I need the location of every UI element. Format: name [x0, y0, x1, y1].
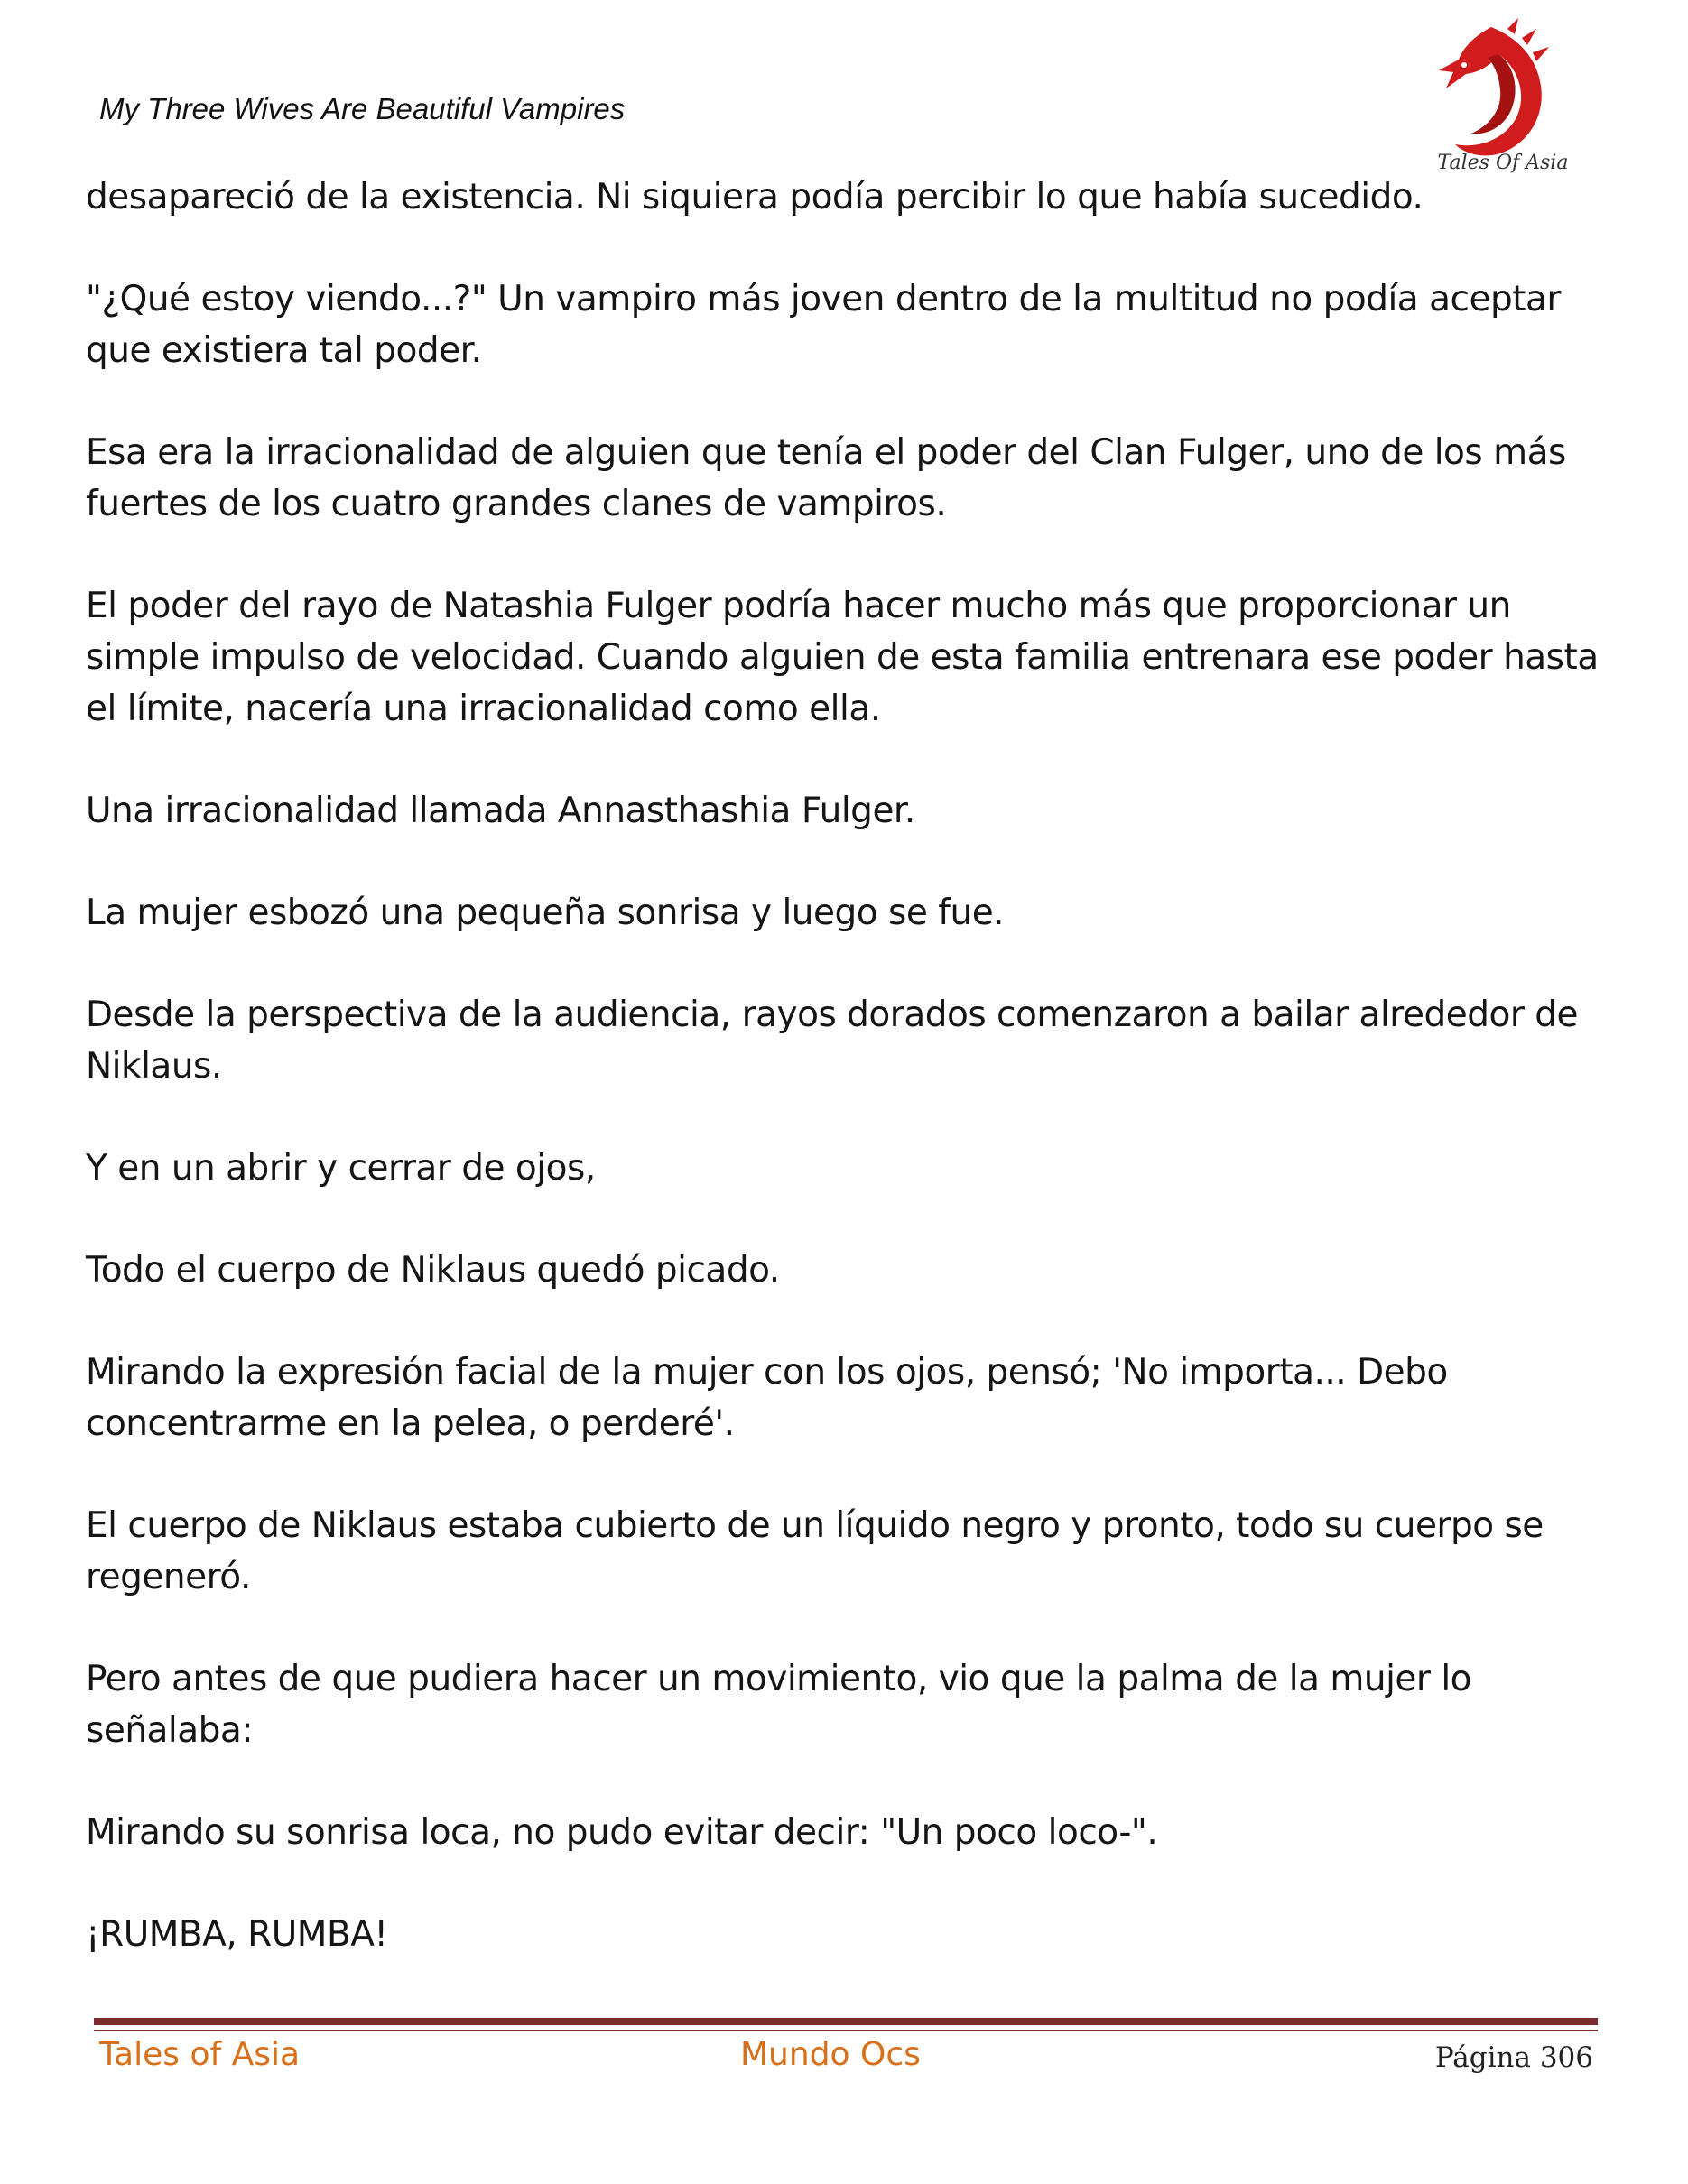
paragraph: Una irracionalidad llamada Annasthashia Fulger. [86, 791, 915, 831]
paragraph: desapareció de la existencia. Ni siquiera podía percibir lo que había sucedido. [86, 177, 1424, 217]
paragraph: Pero antes de que pudiera hacer un movimiento, vio que la palma de la mujer lo señalaba: [86, 1659, 1472, 1751]
paragraph: Todo el cuerpo de Niklaus quedó picado. [86, 1250, 780, 1291]
footer-rule-thick [94, 2018, 1598, 2025]
paragraph: El cuerpo de Niklaus estaba cubierto de un líquido negro y pronto, todo su cuerpo se regeneró. [86, 1505, 1544, 1597]
footer-publisher: Tales of Asia [99, 2036, 301, 2073]
logo-caption: Tales Of Asia [1437, 152, 1569, 174]
footer-section: Mundo Ocs [740, 2036, 921, 2073]
paragraph: Y en un abrir y cerrar de ojos, [86, 1148, 596, 1189]
page-body [86, 171, 1602, 2011]
footer-rule-thin [94, 2030, 1598, 2031]
paragraph: "¿Qué estoy viendo...?" Un vampiro más joven dentro de la multitud no podía aceptar que existiera tal poder. [86, 279, 1561, 371]
paragraph: Mirando su sonrisa loca, no pudo evitar decir: "Un poco loco-". [86, 1812, 1158, 1853]
paragraph: Desde la perspectiva de la audiencia, rayos dorados comenzaron a bailar alrededor de Niklaus. [86, 995, 1578, 1087]
paragraph: Mirando la expresión facial de la mujer con los ojos, pensó; 'No importa... Debo concentrarme en la pelea, o perderé'. [86, 1352, 1448, 1444]
paragraph: La mujer esbozó una pequeña sonrisa y luego se fue. [86, 893, 1005, 933]
paragraph: ¡RUMBA, RUMBA! [86, 1914, 388, 1955]
paragraph: Esa era la irracionalidad de alguien que tenía el poder del Clan Fulger, uno de los más fuertes de los cuatro grandes clanes de vampiros. [86, 432, 1566, 524]
paragraph: El poder del rayo de Natashia Fulger podría hacer mucho más que proporcionar un simple impulso de velocidad. Cuando alguien de esta familia entrenara ese poder hasta el límite, nacería una irracionalidad como ella. [86, 586, 1599, 729]
page-number: Página 306 [1434, 2041, 1593, 2074]
book-title: My Three Wives Are Beautiful Vampires [99, 92, 626, 125]
